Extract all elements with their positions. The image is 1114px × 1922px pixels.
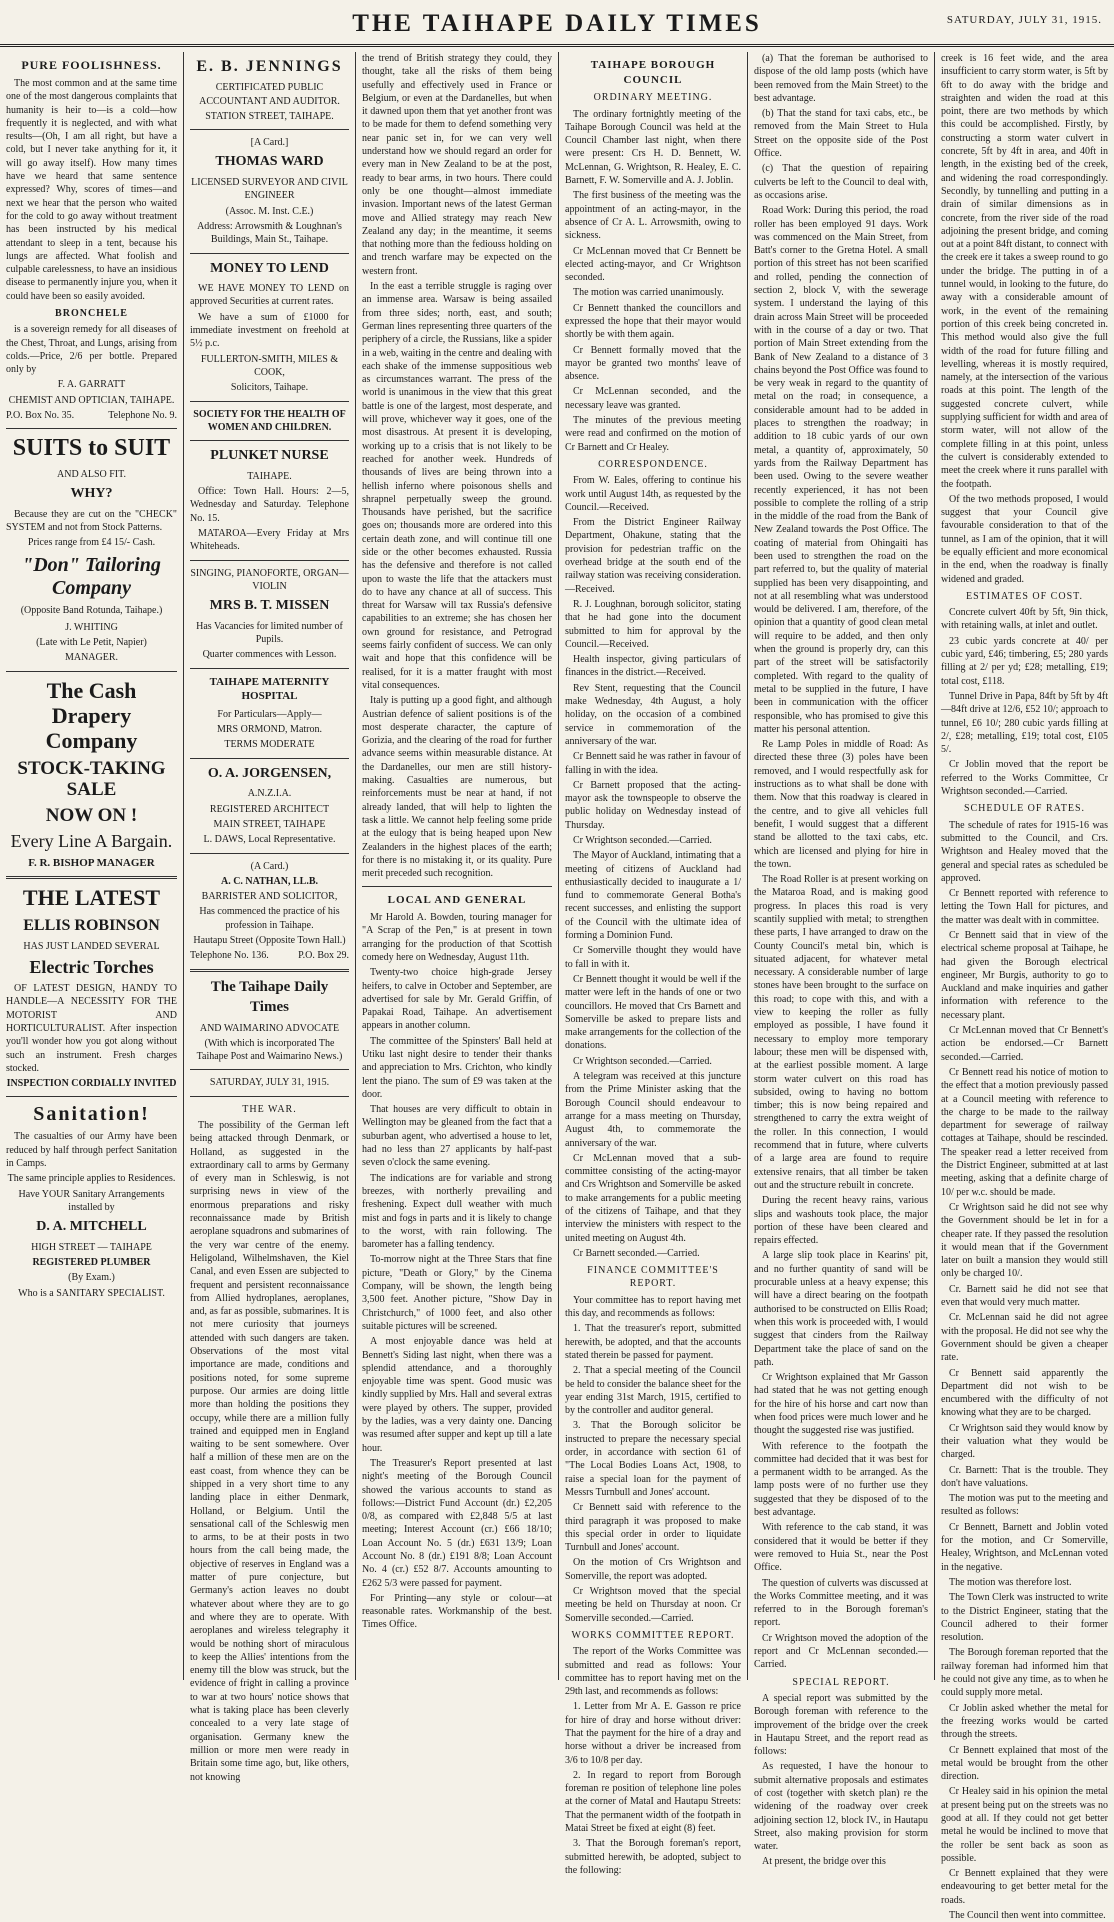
paper-nameplate: The Taihape Daily Times xyxy=(210,978,329,1015)
ad-prices: Prices range from £4 15/- Cash. xyxy=(27,537,156,549)
article-paragraph: As requested, I have the honour to submit alternative proposals and estimates of cost (together with sketch plan) re the widening of the roadway over creek adjoining section 12, block IV., in Hautapu Street, also making provision for storm water. xyxy=(754,1761,928,1853)
masthead xyxy=(0,0,1114,46)
ad-headline: THE LATEST xyxy=(22,885,161,911)
notice-society: SOCIETY FOR THE HEALTH OF WOMEN AND CHILDREN. xyxy=(193,408,346,433)
card-profession: CERTIFICATED PUBLIC ACCOUNTANT AND AUDITOR. xyxy=(199,82,340,107)
ad-address: HIGH STREET — TAIHAPE xyxy=(31,1241,152,1253)
article-paragraph: The Town Clerk was instructed to write to the District Engineer, stating that the Council adhered to their former resolution. xyxy=(941,1592,1108,1644)
article-paragraph: A large slip took place in Kearins' pit, and no further quantity of sand will be procurable unless at a heavy expense; this will have a direct bearing on the footpath authorised to be constructed on Ellis Road; when this work is proceeded with, I would suggest that cinders from the Railway Department take the place of sand on the path. xyxy=(754,1250,928,1368)
column-3-news xyxy=(356,52,558,1680)
notice-contact: MRS ORMOND, Matron. xyxy=(216,724,322,736)
article-paragraph: On the motion of Crs Wrightson and Somerville, the report was adopted. xyxy=(565,1557,741,1582)
ad-body: The same principle applies to Residences. xyxy=(7,1173,176,1185)
card-address: MAIN STREET, TAIHAPE xyxy=(213,818,326,830)
article-paragraph: Cr Bennett said with reference to the third paragraph it was proposed to make this special order in order to liquidate Turnbull and Jones' account. xyxy=(565,1502,741,1554)
column-4-council-report xyxy=(559,52,747,1876)
article-paragraph: Cr Wrightson moved that the special meeting be held on Thursday at noon. Cr Somerville seconded.—Carried. xyxy=(565,1586,741,1624)
ad-manager-note: (Late with Le Petit, Napier) xyxy=(36,637,147,649)
article-paragraph: Cr Bennett explained that most of the metal would be brought from the other direction. xyxy=(941,1744,1108,1783)
ad-company-name: The Cash Drapery Company xyxy=(45,677,138,754)
article-paragraph: Cr Bennett, Barnett and Joblin voted for the motion, and Cr Somerville, Healey, Wrightson, and McLennan voted in the negative. xyxy=(941,1521,1108,1573)
article-paragraph: Rev Stent, requesting that the Council make Wednesday, 4th August, a holy holiday, on the occasion of a combined service in commemoration of the anniversary of the war. xyxy=(565,682,741,747)
article-paragraph: Cr Bennett said he was rather in favour of falling in with the idea. xyxy=(565,751,741,776)
article-paragraph: The Mayor of Auckland, intimating that a meeting of citizens of Auckland had enthusiastically decided to inaugurate a 1/ fund to commemorate General Botha's recent successes, and enlisting the support of the Council with the ultimate idea of forming a Dominion Fund. xyxy=(565,850,741,942)
article-paragraph: The motion was carried unanimously. xyxy=(573,287,724,299)
ad-telephone: Telephone No. 9. xyxy=(108,410,177,422)
ad-body: Because they are cut on the "CHECK" SYSTEM and not from Stock Patterns. xyxy=(6,508,177,533)
article-paragraph: A special report was submitted by the Borough foreman with reference to the improvement of the bridge over the creek in Hautapu Street, and the report read as follows: xyxy=(754,1692,928,1758)
article-paragraph: The schedule of rates for 1915-16 was submitted to the Council, and Crs. Wrightson and Healey moved that the general and special rates as scheduled be approved. xyxy=(941,819,1108,884)
card-profession: BARRISTER AND SOLICITOR, xyxy=(201,891,338,903)
article-paragraph: From the District Engineer Railway Department, Ohakune, stating that the provision for pedestrian traffic on the overhead bridge at the south end of the railway station was receiving consideration.—Received. xyxy=(565,517,741,595)
column-5-council-report xyxy=(748,52,934,1868)
article-paragraph: Cr Bennett reported with reference to letting the Town Hall for pictures, and the matter was dealt with in committee. xyxy=(941,888,1108,926)
section-heading: FINANCE COMMITTEE'S REPORT. xyxy=(587,1265,719,1290)
notice-advertiser: MRS B. T. MISSEN xyxy=(209,598,330,614)
issue-date: SATURDAY, JULY 31, 1915. xyxy=(946,14,1102,26)
column-2-cards-and-editorial xyxy=(184,52,355,1783)
card-label: [A Card.] xyxy=(250,137,289,149)
article-paragraph: creek is 16 feet wide, and the area insufficient to carry storm water, is 5ft by 6ft to do away with the bridge and straighten and widen the road at this point, there are two methods by which this could be accomplished. Firstly, by constructing a storm water culvert in concrete, 5ft by 4ft in area, and 40ft in length, in the existing bed of the creek, and widening the road correspondingly. Secondly, by tunnelling and putting in a drain of similar dimensions as in concrete, from the river side of the road adjoining the present bridge, and coming out at a point 84ft distant, to connect with the creek ere it takes a sweep round to go under the bridge. The putting in of a tunnel would, in looking to the future, do away with a considerable amount of work, in the event of the remaining portion of this creek being concreted in. This method would also give the full width of the road for future filling and levelling, whereas it is mostly required, namely, at the intersection of the various roads at this point. The length of the suggested concrete culvert, while supplying sufficient for width and area of storm water, will not allow of the complete filling in at this point, unless the culvert is considerably extended to meet the creek where it runs parallel with the footpath. xyxy=(941,53,1108,490)
ad-headline: STOCK-TAKING SALE xyxy=(17,757,166,801)
estimate-item: Concrete culvert 40ft by 5ft, 9in thick, with retaining walls, at inlet and outlet. xyxy=(941,607,1108,632)
card-body: Has commenced the practice of his profession in Taihape. xyxy=(199,906,340,931)
article-paragraph: Of the two methods proposed, I would suggest that your Council give favourable consideration to that of the tunnel, as I am of the opinion, that it will be equally efficient and more economical in the end, when the roadway is finally widened and graded. xyxy=(941,493,1108,585)
article-paragraph: Cr McLennan moved that a sub-committee consisting of the acting-mayor and Crs Wrightson and Somerville be asked to make arrangements for a public meeting of the citizens of Taihape, and that they interview the ministers with respect to the united meeting on August 4th. xyxy=(565,1152,741,1244)
ad-body: Have YOUR Sanitary Arrangements installed by xyxy=(18,1188,165,1213)
article-paragraph: Cr. Barnett: That is the trouble. They don't have valuations. xyxy=(941,1464,1108,1489)
article-paragraph: Cr Bennett said apparently the Department did not wish to be encumbered with the difficulty of not knowing what they are to be charged. xyxy=(941,1367,1108,1419)
article-paragraph: During the recent heavy rains, various slips and washouts took place, the major portion of these have been cleared and repairs effected. xyxy=(754,1195,928,1247)
section-heading: ESTIMATES OF COST. xyxy=(966,590,1083,602)
news-item: Twenty-two choice high-grade Jersey heifers, to calve in October and September, are advertised for sale by Mr. Gerald Griffin, of Papakai Road, Taihape. An advertisement appears in another column. xyxy=(362,967,552,1032)
article-paragraph: Cr Wrightson seconded.—Carried. xyxy=(573,1055,712,1067)
article-paragraph: (c) That the question of repairing culverts be left to the Council to deal with, as occasions arise. xyxy=(754,163,928,201)
editorial-date: SATURDAY, JULY 31, 1915. xyxy=(209,1077,330,1089)
paper-note: (With which is incorporated The Taihape Post and Waimarino News.) xyxy=(196,1037,343,1063)
article-paragraph: The Borough foreman reported that the railway foreman had informed him that he could not give any time, as to when he could supply more metal. xyxy=(941,1647,1108,1699)
ad-slogan: Every Line A Bargain. xyxy=(10,831,173,852)
card-profession: LICENSED SURVEYOR AND CIVIL ENGINEER xyxy=(191,177,348,202)
card-address: Hautapu Street (Opposite Town Hall.) xyxy=(193,935,346,947)
article-paragraph: Cr Barnett proposed that the acting-mayor ask the townspeople to observe the public holiday on Wednesday instead of Thursday. xyxy=(565,779,741,831)
card-profession: REGISTERED ARCHITECT xyxy=(209,803,330,815)
article-paragraph: Cr Somerville thought they would have to fall in with it. xyxy=(565,945,741,970)
article-paragraph: Cr Bennett thought it would be well if the matter were left in the hands of one or two councillors. He moved that Crs Barnett and Somerville be asked to prepare lists and make arrangements for the collection of the donations. xyxy=(565,973,741,1052)
notice-headline: MONEY TO LEND xyxy=(210,260,329,276)
article-paragraph: Cr Bennett formally moved that the mayor be granted two months' leave of absence. xyxy=(565,344,741,383)
card-qualification: A.N.Z.I.A. xyxy=(247,788,292,800)
ad-qualification: REGISTERED PLUMBER xyxy=(32,1257,151,1269)
ad-manager-name: J. WHITING xyxy=(65,621,118,633)
article-paragraph: Cr. Barnett said he did not see that even that would very much matter. xyxy=(941,1283,1108,1309)
ad-subhead: AND ALSO FIT. xyxy=(57,468,126,480)
notice-headline: PLUNKET NURSE xyxy=(210,448,329,464)
ad-address: (Opposite Band Rotunda, Taihape.) xyxy=(20,604,163,616)
article-paragraph: The possibility of the German left being attacked through Denmark, or Holland, as suggested in the extraordinary call to arms by Germany of every man in Schleswig, is not surprising news in view of the enormous preparations and risky reconnaissance made by British aeroplane squadrons and submarines of the very war centre of the enemy. Heligoland, Wilhelmshaven, the Kiel Canal, and even Essen are subjected to frequent and persistent reconnaissance from Allied hydroplanes, aeroplanes, and, as far as possible, submarines. It is not mere curiosity that journeys attended with such dangers are taken. Observations of the most vital importance are made, conditions and positions noted, for some supreme purpose. Our armies are doing little more than holding the positions they occupy, while there are a million fully trained and equipped men in England waiting to be sent somewhere. Over half a million of these men are on the east coast, from whence they can be shipped in a very short time to any landing place in either Denmark, Holland, or Belgium. Until the sensational call of the Schleswig men to arms, to be at their posts in two hours from the call being made, the objective of reserves in England was a matter of pure conjecture, but Germany's action leaves no doubt whatever about where they are to go and where they are to operate. With aeroplanes and wireless telegraphy it would be nothing short of miraculous to keep the Allies' intentions from the enemy till the blow was struck, but the evidence of fright in calling a province to war at two hours' notice shows that what is taking place has been cleverly concealed to a very late stage of organisation. Germany knew the million or more men were ready in Britain some time ago, but, like others, not knowing xyxy=(190,1119,349,1783)
news-item: Mr Harold A. Bowden, touring manager for "A Scrap of the Pen," is at present in town arranging for the production of that Scottish comedy here on Wednesday, August 11th. xyxy=(362,912,552,963)
column-6-council-report xyxy=(935,52,1114,1922)
article-paragraph: The question of culverts was discussed at the Works Committee meeting, and it was referred to in the Borough foreman's report. xyxy=(754,1577,928,1629)
article-paragraph: 1. Letter from Mr A. E. Gasson re price for hire of dray and horse without driver: That the payment for the hire of a dray and horse without a driver be increased from 3/6 to 10/8 per day. xyxy=(565,1701,741,1766)
section-heading: CORRESPONDENCE. xyxy=(598,458,708,470)
newspaper-title: THE TAIHAPE DAILY TIMES xyxy=(352,10,762,37)
notice-subject: SINGING, PIANOFORTE, ORGAN—VIOLIN xyxy=(190,567,349,592)
notice-terms: TERMS MODERATE xyxy=(224,739,315,751)
ad-headline: Sanitation! xyxy=(33,1103,150,1126)
section-heading: SPECIAL REPORT. xyxy=(792,1676,890,1688)
ad-manager-title: MANAGER. xyxy=(64,652,119,664)
notice-headline: TAIHAPE MATERNITY HOSPITAL xyxy=(209,675,330,703)
article-headline: LOCAL AND GENERAL xyxy=(387,894,527,907)
article-paragraph: The ordinary fortnightly meeting of the Taihape Borough Council was held at the Council Chamber last night, when there were present: Crs H. D. Bennett, W. McLennan, G. Wrightson, R. Healey, E. C. Barnett, F. W. Somerville and A. J. Joblin. xyxy=(565,108,741,187)
card-address: STATION STREET, TAIHAPE. xyxy=(205,110,334,122)
ad-advertiser-title: CHEMIST AND OPTICIAN, TAIHAPE. xyxy=(8,394,175,406)
article-paragraph: With reference to the footpath the committee had decided that it was best for a permanent width to be arranged. As the lamp posts were of no further use they suggested that they be disposed of to the best advantage. xyxy=(754,1440,928,1519)
ad-company-name: "Don" Tailoring Company xyxy=(22,553,161,599)
ad-body: The most common and at the same time one of the most dangerous complaints that humanity is heir to—is a cold—how frequently it is neglected, and with what results—(Oh, I am all right, but have a cold, but I never take anything for it, it will go away itself). How many times have we heard that same sentence expressed? Why, scores of times—and next we hear that the person who waited for the cold to go away without treatment has been instructed by his medical attendant to sleep in a tent, because his lungs are affected. What foolish and culpable carelessness, to have an insidious disease to permanently injure you, when it could have been so easily avoided. xyxy=(6,77,177,302)
section-heading: WORKS COMMITTEE REPORT. xyxy=(571,1629,735,1641)
article-paragraph: Re Lamp Poles in middle of Road: As directed these three (3) poles have been removed, and I would respectfully ask for instructions as to what shall be done with them. Now that this roadway is cleared in the centre, and to give all vehicles full benefit, I would suggest that a different stand be allotted to the taxi cabs, etc. which are licensed and plying for hire in the town. xyxy=(754,739,928,870)
ad-qualification-note: (By Exam.) xyxy=(68,1272,115,1284)
card-name: A. C. NATHAN, LL.B. xyxy=(220,875,319,887)
notice-body: Office: Town Hall. Hours: 2—5, Wednesday and Saturday. Telephone No. 15. xyxy=(190,486,349,524)
article-paragraph: Cr Wrightson said they would know by their valuation what they would be charged. xyxy=(941,1422,1108,1461)
article-paragraph: 2. In regard to report from Borough foreman re position of telephone line poles at the corner of MataI and Hautapu Streets: That the permanent width of the footpath in Matai Street be fixed at eight (8) feet. xyxy=(565,1769,741,1835)
article-paragraph: From W. Eales, offering to continue his work until August 14th, as requested by the Council.—Received. xyxy=(565,475,741,513)
article-paragraph: Cr Bennett explained that they were endeavouring to get better metal for the roads. xyxy=(941,1868,1108,1906)
news-item: The Treasurer's Report presented at last night's meeting of the Borough Council showed the various accounts to stand as follows:—District Fund Account (dr.) £2,205 0/8, as compared with £2,848 5/5 at last meeting; Interest Account (cr.) £66 18/10; Loan Account No. 5 (dr.) £631 13/9; Loan Account No. 8 (dr.) £191 8/8; Loan Account No. 4 (cr.) £52 8/7. Accounts amounting to £262 5/3 were passed for payment. xyxy=(362,1457,552,1589)
ad-headline: NOW ON ! xyxy=(45,805,138,827)
notice-body: MATAROA—Every Friday at Mrs Whiteheads. xyxy=(190,527,349,553)
article-paragraph: Cr Wrightson seconded.—Carried. xyxy=(573,834,712,846)
estimate-item: Tunnel Drive in Papa, 84ft by 5ft by 4ft—84ft drive at 12/6, £52 10/; approach to tunnel, £6 10/; 280 cubic yards filling at 2/, £28; metalling, £19; total cost, £105 5/. xyxy=(941,690,1108,756)
ad-specialty: Who is a SANITARY SPECIALIST. xyxy=(18,1287,165,1299)
ad-subhead: HAS JUST LANDED SEVERAL xyxy=(23,941,160,953)
article-paragraph: Cr McLennan moved that Cr Bennett's action be endorsed.—Cr Barnett seconded.—Carried. xyxy=(941,1025,1108,1063)
column-1-advertisements xyxy=(0,52,183,1680)
article-paragraph: Cr Wrightson said he did not see why the Government should be let in for a cheaper rate. If they passed the resolution it would mean that if the Government later on built a mansion they would still only be charged 10/. xyxy=(941,1201,1108,1280)
article-paragraph: Cr Bennett thanked the councillors and expressed the hope that their mayor would shortly be with them again. xyxy=(565,302,741,341)
notice-advertiser: FULLERTON-SMITH, MILES & COOK, xyxy=(200,353,339,378)
notice-body: WE HAVE MONEY TO LEND on approved Securities at current rates. xyxy=(190,283,349,308)
ad-company-name: ELLIS ROBINSON xyxy=(23,916,160,934)
article-paragraph: Cr. McLennan said he did not agree with the proposal. He did not see why the Government should be given a cheaper rate. xyxy=(941,1312,1108,1364)
paper-subtitle: AND WAIMARINO ADVOCATE xyxy=(199,1022,340,1034)
article-paragraph: In the east a terrible struggle is raging over an immense area. Warsaw is being assailed from three sides; north, east, and south; German lines representing three quarters of the periphery of a circle, the Russians, like a spider in a web, waiting in the centre and dealing with each shake of the immense suppositious web as circumstances warrant. The press of the world is unanimous in the view that this great battle is one of the largest, most desperate, and will prove, whichever way it goes, one of the most disastrous. At present it is developing, working up to a crisis that is not likely to be reached for another week. Hundreds of thousands of lives are being thrown into a hellish inferno where poisonous shells and shrapnel perpetually sweep the ground. Thousands have perished, but the sacrifice goes on; thousands more are ordered into this certain death zone, and will continue till one side or the other becomes exhausted. Russia has the defensive and therefore is not called upon to waste the life that the attackers must do to have any chance at all of success. This threat for Warsaw will tax Russia's defensive capabilities to an extreme; she has chosen her own ground for resistance, and Petrograd seems fairly confident of success. We can only wait and hope that this confidence will be realised, for it is a matter fraught with most vital consequences. xyxy=(362,281,552,691)
article-paragraph: the trend of British strategy they could, they thought, take all the risks of them being usefully and effectively used in France or Belgium, or even at the Dardanelles, but when it dawned upon them that yet another front was to be made for them to defend something very near panic set in, for we can very well understand how we should regard an order for every man in New Zealand to be at the post, ready to bear arms, in two hours. There could only be one thought—almost immediate invasion. Important news of the latest German move and Allied strategy may reach New Zealand any day; in the meantime, it seems that nothing more than the fediouss holding on and trench warfare may be expected on the western front. xyxy=(362,53,552,277)
masthead-rule xyxy=(0,44,1114,47)
article-paragraph: (a) That the foreman be authorised to dispose of the old lamp posts (which have been removed from the Main Street) to the best advantage. xyxy=(754,53,928,104)
article-paragraph: With reference to the cab stand, it was considered that it would be better if they were removed to Huia St., near the Post Office. xyxy=(754,1522,928,1574)
article-paragraph: The Council then went into committee. xyxy=(949,1910,1106,1922)
article-paragraph: The first business of the meeting was the appointment of an acting-mayor, in the absence of Cr A. L. Arrowsmith, owing to sickness. xyxy=(565,190,741,242)
news-item: To-morrow night at the Three Stars that fine picture, "Death or Glory," by the Cinema Company, will be shown, the length being 3,500 feet. Another picture, "Show Day in Christchurch," of 1000 feet, and also other suitable pictures will be screened. xyxy=(362,1254,552,1332)
notice-body: Quarter commences with Lesson. xyxy=(202,649,337,661)
article-paragraph: Cr Barnett seconded.—Carried. xyxy=(573,1247,700,1259)
article-subhead: ORDINARY MEETING. xyxy=(593,92,713,104)
card-name: O. A. JORGENSEN, xyxy=(207,765,332,781)
news-item: The indications are for variable and strong breezes, with northerly prevailing and freshening. Expect dull weather with much mist and fogs in parts and it is likely to change to the worst, with rain following. The barometer has a falling tendency. xyxy=(362,1172,552,1251)
article-paragraph: Health inspector, giving particulars of finances in the district.—Received. xyxy=(565,654,741,679)
article-paragraph: The report of the Works Committee was submitted and read as follows: Your committee has to report having met on the 29th last, and recommends as follows: xyxy=(565,1646,741,1698)
article-paragraph: The motion was therefore lost. xyxy=(949,1576,1072,1588)
news-item: The committee of the Spinsters' Ball held at Utiku last night desire to tender their thanks and appreciation to Mrs. Crichton, who kindly lent the piano. The sum of £9 was taken at the door. xyxy=(362,1035,552,1100)
article-paragraph: Cr Bennett read his notice of motion to the effect that a motion previously passed at a Council meeting with reference to the charge to be made to the railway department for sewerage of railway cottages at Taihape, should be rescinded. The speaker read a letter received from the District Engineer, submitted at at last meeting, asking that a definite charge of 10/ per w.c. should be made. xyxy=(941,1066,1108,1198)
card-name: THOMAS WARD xyxy=(215,154,324,170)
article-paragraph: 3. That the Borough foreman's report, submitted herewith, be adopted, subject to the following: xyxy=(565,1838,741,1876)
article-paragraph: Cr Joblin moved that the report be referred to the Works Committee, Cr Wrightson seconded.—Carried. xyxy=(941,759,1108,798)
ad-body: is a sovereign remedy for all diseases of the Chest, Throat, and Lungs, arising from colds.—Price, 2/6 per bottle. Prepared only by xyxy=(6,324,177,376)
article-paragraph: (b) That the stand for taxi cabs, etc., be removed from the Main Street to Hula Street on the opposite side of the Post Office. xyxy=(754,108,928,160)
card-label: (A Card.) xyxy=(250,860,289,872)
article-paragraph: 2. That a special meeting of the Council be held to consider the balance sheet for the year ending 31st March, 1915, certified to by the controller and auditor general. xyxy=(565,1365,741,1417)
card-qualification: (Assoc. M. Inst. C.E.) xyxy=(225,205,314,217)
article-paragraph: Cr Healey said in his opinion the metal at present being put on the streets was no good at all. If they could not get better metal he would be inclined to move that the roller be sent back as soon as possible. xyxy=(941,1786,1108,1864)
news-item: For Printing—any style or colour—at reasonable rates. Workmanship of the best. Times Office. xyxy=(362,1592,552,1631)
article-paragraph: A telegram was received at this juncture from the Prime Minister asking that the Borough Council should endeavour to arrange for a mass meeting on Thursday, August 4th, to commemorate the anniversary of the war. xyxy=(565,1071,741,1149)
news-item: A most enjoyable dance was held at Bennett's Siding last night, when there was a splendid attendance, and a thoroughly enjoyable time was spent. Good music was kindly supplied by Mrs. Hall and several extras were played by others. The supper, provided by the ladies, was a very dainty one. Dancing was resumed after supper and kept up till a late hour. xyxy=(362,1336,552,1454)
ad-invitation: INSPECTION CORDIALLY INVITED xyxy=(6,1078,177,1090)
article-paragraph: Cr Joblin asked whether the metal for the freezing works would be carted through the streets. xyxy=(941,1702,1108,1741)
card-address: Address: Arrowsmith & Loughnan's Buildings, Main St., Taihape. xyxy=(197,220,342,246)
article-paragraph: Your committee has to report having met this day, and recommends as follows: xyxy=(565,1294,741,1320)
article-paragraph: 1. That the treasurer's report, submitted herewith, be adopted, and that the accounts stated therein be passed for payment. xyxy=(565,1323,741,1361)
ad-po-box: P.O. Box No. 35. xyxy=(6,410,75,422)
ad-advertiser: D. A. MITCHELL xyxy=(36,1219,147,1235)
article-paragraph: The minutes of the previous meeting were read and confirmed on the motion of Cr Barnett and Cr Healey. xyxy=(565,415,741,453)
article-paragraph: The Road Roller is at present working on the Mataroa Road, and is making good progress. In places this road is very scantily supplied with metal; to strengthen these parts, I have arranged to draw on the County Council's metal bin, which is situated adjacent, for whatever metal necessary. A considerable number of large stones have been brought to the surface on this road; to cope with this, and with a view to keeping the roller as fully employed as possible, I have found it necessary to employ more temporary labour; these men will be dispensed with, at the earliest possible moment. A large storm water culvert on this road has subsided, owing to having no bottom timber; this is now being repaired and strengthened to carry the extra weight of the roller. In this connection, I would recommend that in future, where culverts of a large area are found to require extensive renairs, that all timber be taken out and the structure rebuilt in concrete. xyxy=(754,874,928,1191)
ad-headline: PURE FOOLISHNESS. xyxy=(21,58,162,72)
ad-advertiser: F. A. GARRATT xyxy=(57,379,126,391)
article-paragraph: Cr Wrightson moved the adoption of the report and Cr McLennan seconded.—Carried. xyxy=(754,1632,928,1671)
article-paragraph: Cr Bennett said that in view of the electrical scheme proposal at Taihape, he had given the Borough electrical engineer, Mr Burgis, authority to go to Auckland and make inquiries and gather information with reference to the necessary plant. xyxy=(941,930,1108,1021)
ad-question: WHY? xyxy=(70,486,113,502)
article-paragraph: Cr McLennan moved that Cr Bennett be elected acting-mayor, and Cr Wrightson seconded. xyxy=(565,245,741,284)
ad-product-name: BRONCHELE xyxy=(55,308,128,319)
card-representative: L. DAWS, Local Representative. xyxy=(203,834,336,846)
notice-body: For Particulars—Apply— xyxy=(217,708,322,720)
article-paragraph: 3. That the Borough solicitor be instructed to prepare the necessary special order, in accordance with section 61 of "The Local Bodies Loans Act, 1908, to raise a special loan for the payment of Messrs Turnbull and Jones' account. xyxy=(565,1420,741,1498)
card-telephone: Telephone No. 136. xyxy=(190,950,269,962)
news-item: That houses are very difficult to obtain in Wellington may be gleaned from the fact that a suburban agent, who advertised a house to let, had no less than 27 applicants by half-past seven o'clock the same evening. xyxy=(362,1104,552,1169)
estimate-item: 23 cubic yards concrete at 40/ per cubic yard, £46; timbering, £5; 280 yards filling at 2/ per yd; £28; metalling, £19; total cost, £118. xyxy=(941,635,1108,687)
notice-advertiser-title: Solicitors, Taihape. xyxy=(230,382,309,394)
article-paragraph: Italy is putting up a good fight, and although Austrian defence of salient positions is of the most desperate character, the capture of Gorizia, and the clearing of the road for further advance seems within measurable distance. At the Dardanelles, our men are still history-making. Casualties are numerous, but reinforcements must be near at hand, if not already landed, that will help to lighten the task a little. We cannot help feeling some pride at the eulogy that is being heaped upon New Zealanders in the highest places of the earth; for there is no mistaking it, or its quality. Pure merit preceded such recognition. xyxy=(362,695,552,880)
ad-headline: SUITS to SUIT xyxy=(12,435,171,462)
article-paragraph: R. J. Loughnan, borough solicitor, stating that he had gone into the document submitted to him for approval by the Council.—Received. xyxy=(565,598,741,650)
article-headline: TAIHAPE BOROUGH COUNCIL xyxy=(590,59,716,86)
article-paragraph: At present, the bridge over this xyxy=(762,1856,886,1868)
notice-body: We have a sum of £1000 for immediate investment on freehold at 5½ p.c. xyxy=(190,311,349,350)
article-paragraph: The motion was put to the meeting and resulted as follows: xyxy=(941,1493,1108,1518)
ad-product-name: Electric Torches xyxy=(29,957,154,978)
card-po-box: P.O. Box 29. xyxy=(298,950,349,962)
ad-manager: F. R. BISHOP MANAGER xyxy=(28,856,155,869)
article-paragraph: Cr Wrightson explained that Mr Gasson had stated that he was not getting enough for the hire of his horse and cart now than when food prices were much lower and he thought the suggested rise was justified. xyxy=(754,1372,928,1437)
ad-body: OF LATEST DESIGN, HANDY TO HANDLE—A NECESSITY FOR THE MOTORIST AND HORTICULTURALIST. After inspection you'll wonder how you got along without such an instrument. Fresh charges stocked. xyxy=(6,983,177,1074)
article-paragraph: Cr McLennan seconded, and the necessary leave was granted. xyxy=(565,386,741,411)
article-paragraph: Road Work: During this period, the road roller has been employed 91 days. Work was commenced on the Main Street, from Batt's corner to the Gretna Hotel. A small portion of this street has not been scarified and rolled, pending the connection of section 2, block V, with the sewerage system. I understand the laying of this drain across Main Street will be proceeded with in the course of a day or two. That portion of Main Street extending from the Bank of New Zealand to a distance of 3 chains beyond the Post Office was found to be very weak in regard to the quantity of metal on the road; in consequence, a considerable amount had to be added in places to strengthen the roadway; in addition to 18 cubic yards of our own metal, a quantity of, approximately, 50 yards from the Railway Department has been used. Owing to the severe weather recently experienced, it has not been possible to complete the rolling of a strip in the middle of the road from the Bank of New Zealand towards the Post Office. The coating of material from Ohingaiti has been used to strengthen the road on the part referred to, but the quality of material supplied has been very disappointing, and not at all resembling what was understood would be delivered. I am, therefore, of the opinion that a quantity of good clean metal will require to be added, and then only when the ground is properly dry, can this part of the street will be satisfactorily completed. With regard to the quality of metal to be supplied in the future, I have been in communication with the officer responsible, who has promised to give this matter his personal attention. xyxy=(754,205,928,735)
ad-body: The casualties of our Army have been reduced by half through perfect Sanitation in Camps. xyxy=(6,1131,177,1169)
notice-location: TAIHAPE. xyxy=(247,470,292,482)
section-heading: SCHEDULE OF RATES. xyxy=(963,803,1086,815)
article-headline: THE WAR. xyxy=(242,1103,297,1115)
card-name: E. B. JENNINGS xyxy=(196,58,343,75)
notice-body: Has Vacancies for limited number of Pupils. xyxy=(196,620,343,646)
